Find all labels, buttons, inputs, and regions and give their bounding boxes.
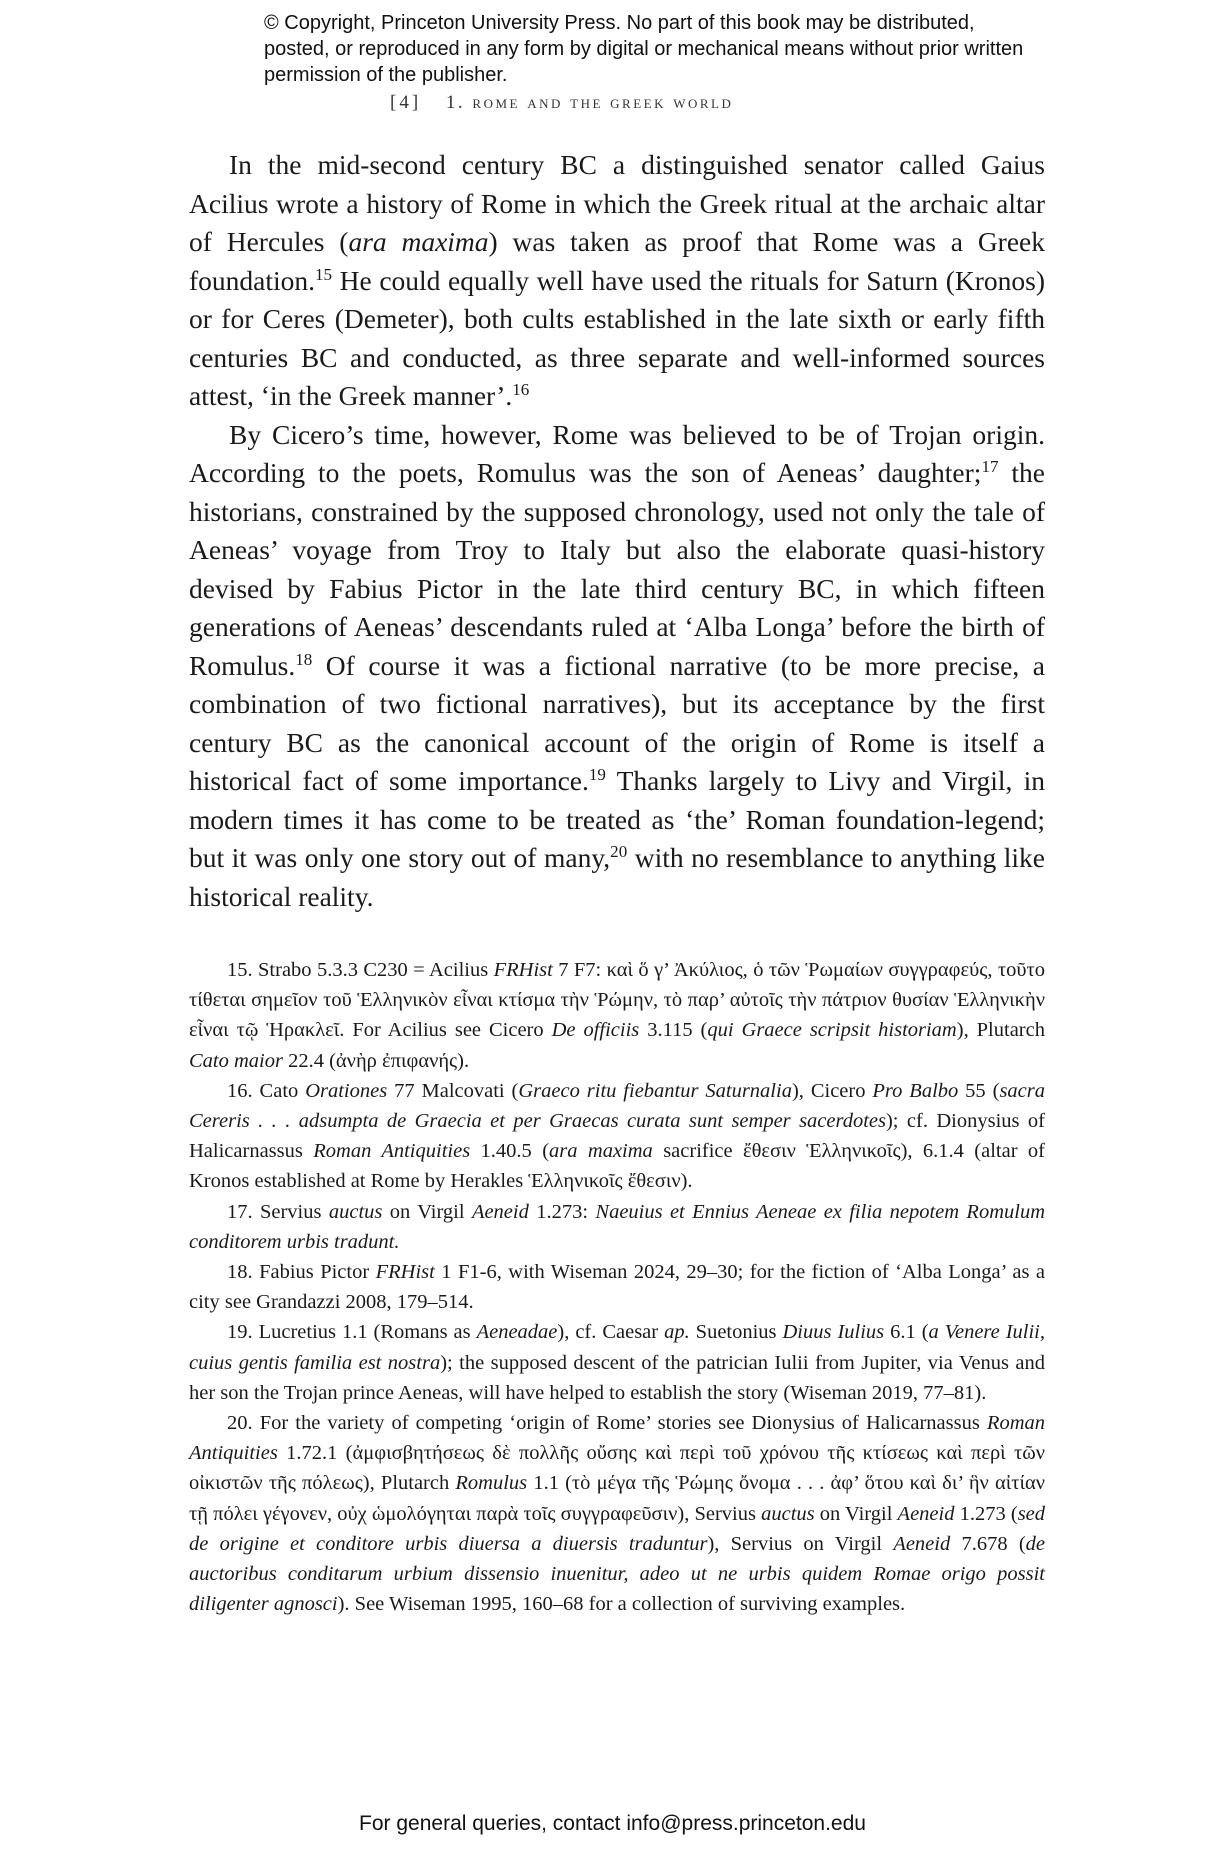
body-paragraph (189, 416, 1045, 917)
text-run: 6.1 ( (884, 1321, 929, 1344)
footnote-ref[interactable]: 15 (315, 264, 333, 284)
text-run: 1.72.1 (ἀμφισβητήσεως δὲ πολλῆς οὔσης καὶ περὶ τοῦ χρόνου τῆς κτίσεως καὶ περὶ τῶν οἰκιστῶν τῆς πόλεως), Plutarch (189, 1442, 1045, 1495)
italic-term: Orationes (305, 1079, 388, 1102)
page-number: [4] (390, 92, 422, 113)
text-run: 19. Lucretius 1.1 (Romans as (227, 1321, 477, 1344)
text-run: on Virgil (814, 1502, 898, 1525)
italic-term: De officiis (551, 1019, 640, 1042)
text-run: 7 F7: καὶ ὅ γ’ Ἀκύλιος, ὁ τῶν Ῥωμαίων συγγραφεύς, τοῦτο τίθεται σημεῖον τοῦ Ἑλληνικὸν εἶναι κτίσμα τὴν Ῥώμην, τὸ παρ’ αὐτοῖς τὴν πάτριον θυσίαν Ἑλληνικὴν εἶναι τῷ Ἡρακλεῖ. For Acilius see Cicero (189, 959, 1046, 1042)
footnote-20 (189, 1408, 1045, 1619)
chapter-title: 1. rome and the greek world (445, 92, 734, 113)
italic-term: de auctoribus conditarum urbium dissensio inuenitur, adeo ut ne urbis quidem Romae origo possit diligenter agnosci (189, 1532, 1046, 1616)
italic-term: auctus (328, 1200, 383, 1223)
text-run: ). See Wiseman 1995, 160–68 for a collection of surviving examples. (337, 1593, 906, 1616)
text-run: In the mid-second century BC a distinguished senator called Gaius Acilius wrote a history of Rome in which the Greek ritual at the archaic altar of Hercules ( (189, 149, 1045, 257)
italic-term: auctus (761, 1502, 815, 1525)
text-run: Of course it was a fictional narrative (to be more precise, a combination of two fictional narratives), but its acceptance by the first century BC as the canonical account of the origin of Rome is itself a historical fact of some importance. (189, 649, 1045, 796)
footnote-ref[interactable]: 17 (981, 456, 999, 476)
italic-term: ara maxima (549, 1140, 653, 1163)
footnote-ref[interactable]: 16 (512, 379, 530, 399)
italic-term: Aeneid (471, 1200, 529, 1223)
italic-term: Romulus (455, 1472, 528, 1495)
footer-contact: For general queries, contact info@press.princeton.edu (359, 1812, 866, 1835)
footnote-ref[interactable]: 19 (588, 764, 606, 784)
footnotes (189, 955, 1045, 1619)
text-run: 1.273 ( (954, 1502, 1018, 1525)
italic-term: Pro Balbo (872, 1079, 959, 1102)
text-run: 3.115 ( (639, 1019, 708, 1042)
text-run: 7.678 ( (950, 1532, 1026, 1555)
text-run: sacrifice ἔθεσιν Ἑλληνικοῖς), 6.1.4 (altar of Kronos established at Rome by Herakles Ἑλληνικοῖς ἔθεσιν). (189, 1140, 1045, 1193)
italic-term: a Venere Iulii, cuius gentis familia est nostra (189, 1321, 1045, 1374)
italic-term: Graeco ritu fiebantur Saturnalia (518, 1079, 792, 1102)
text-run: ) was taken as proof that Rome was a Greek foundation. (189, 226, 1045, 296)
text-run: with no resemblance to anything like historical reality. (189, 842, 1045, 912)
footnote-16 (189, 1076, 1045, 1197)
copyright-notice: © Copyright, Princeton University Press. No part of this book may be distributed, posted, or reproduced in any form by digital or mechanical means without prior written permission of the publisher. (264, 12, 1024, 86)
italic-term: sacra Cereris . . . adsumpta de Graecia et per Graecas curata sunt semper sacerdotes (189, 1079, 1045, 1133)
italic-term: Naeuius et Ennius Aeneae ex filia nepotem Romulum conditorem urbis tradunt. (189, 1200, 1046, 1253)
text-run: ), cf. Caesar (557, 1321, 665, 1344)
italic-term: Aeneadae (476, 1321, 558, 1344)
text-run: ); cf. Dionysius of Halicarnassus (189, 1110, 1045, 1163)
footnote-15 (189, 955, 1045, 1076)
text-run: He could equally well have used the rituals for Saturn (Kronos) or for Ceres (Demeter), both cults established in the late sixth or early fifth centuries BC and conducted, as three separate and well-informed sources attest, ‘in the Greek manner’. (189, 264, 1045, 411)
italic-term: FRHist (493, 959, 553, 981)
italic-term: Roman Antiquities (313, 1140, 471, 1163)
italic-term: Diuus Iulius (782, 1321, 885, 1344)
text-run: 1 F1-6, with Wiseman 2024, 29–30; for the fiction of ‘Alba Longa’ as a city see Grandazzi 2008, 179–514. (189, 1261, 1045, 1314)
body-paragraph (189, 146, 1045, 416)
text-run: ), Cicero (791, 1079, 873, 1102)
footnote-18 (189, 1257, 1045, 1317)
text-run: By Cicero’s time, however, Rome was believed to be of Trojan origin. According to the poets, Romulus was the son of Aeneas’ daughter; (189, 418, 1045, 488)
text-run: 1.40.5 ( (470, 1140, 550, 1163)
footnote-ref[interactable]: 20 (610, 841, 628, 861)
text-run: 1.1 (τὸ μέγα τῆς Ῥώμης ὄνομα . . . ἀφ’ ὅτου καὶ δι’ ἣν αἰτίαν τῇ πόλει γέγονεν, οὐχ ὡμολόγηται παρὰ τοῖς συγγραφεῦσιν), Servius (189, 1472, 1045, 1525)
text-run: ); the supposed descent of the patrician Iulii from Jupiter, via Venus and her son the Trojan prince Aeneas, will have helped to establish the story (Wiseman 2019, 77–81). (189, 1351, 1046, 1404)
italic-term: Cato maior (189, 1049, 283, 1072)
text-run: on Virgil (382, 1200, 472, 1223)
text-run: 1.273: (528, 1200, 596, 1223)
italic-term: Roman Antiquities (189, 1412, 1045, 1465)
text-run: 15. Strabo 5.3.3 C230 = Acilius (227, 959, 494, 981)
main-text (189, 146, 1045, 916)
italic-term: ara maxima (348, 226, 489, 257)
italic-term: Aeneid (893, 1532, 951, 1555)
footnote-19 (189, 1317, 1045, 1408)
text-run: 77 Malcovati ( (387, 1079, 519, 1102)
text-run: Thanks largely to Livy and Virgil, in modern times it has come to be treated as ‘the’ Roman foundation-legend; but it was only one story out of many, (189, 765, 1045, 873)
text-run: Suetonius (689, 1321, 783, 1344)
footnote-ref[interactable]: 18 (295, 649, 313, 669)
italic-term: ap. (664, 1321, 690, 1344)
text-run: ), Servius on Virgil (707, 1532, 894, 1555)
italic-term: FRHist (375, 1261, 435, 1284)
text-run: 18. Fabius Pictor (227, 1261, 376, 1284)
italic-term: sed de origine et conditore urbis diuersa a diuersis traduntur (189, 1502, 1046, 1555)
italic-term: qui Graece scripsit historiam (707, 1019, 957, 1042)
text-run: 55 ( (958, 1079, 1000, 1102)
running-head (390, 92, 733, 114)
text-run: 22.4 (ἀνὴρ ἐπιφανής). (282, 1049, 470, 1072)
text-run: 16. Cato (227, 1079, 306, 1102)
text-run: 17. Servius (227, 1200, 329, 1223)
footnote-17 (189, 1197, 1045, 1257)
text-run: 20. For the variety of competing ‘origin of Rome’ stories see Dionysius of Halicarnassus (227, 1412, 987, 1435)
italic-term: Aeneid (897, 1502, 955, 1525)
text-run: the historians, constrained by the supposed chronology, used not only the tale of Aeneas’ voyage from Troy to Italy but also the elaborate quasi-history devised by Fabius Pictor in the late third century BC, in which fifteen generations of Aeneas’ descendants ruled at ‘Alba Longa’ before the birth of Romulus. (189, 457, 1045, 681)
text-run: ), Plutarch (956, 1019, 1045, 1042)
